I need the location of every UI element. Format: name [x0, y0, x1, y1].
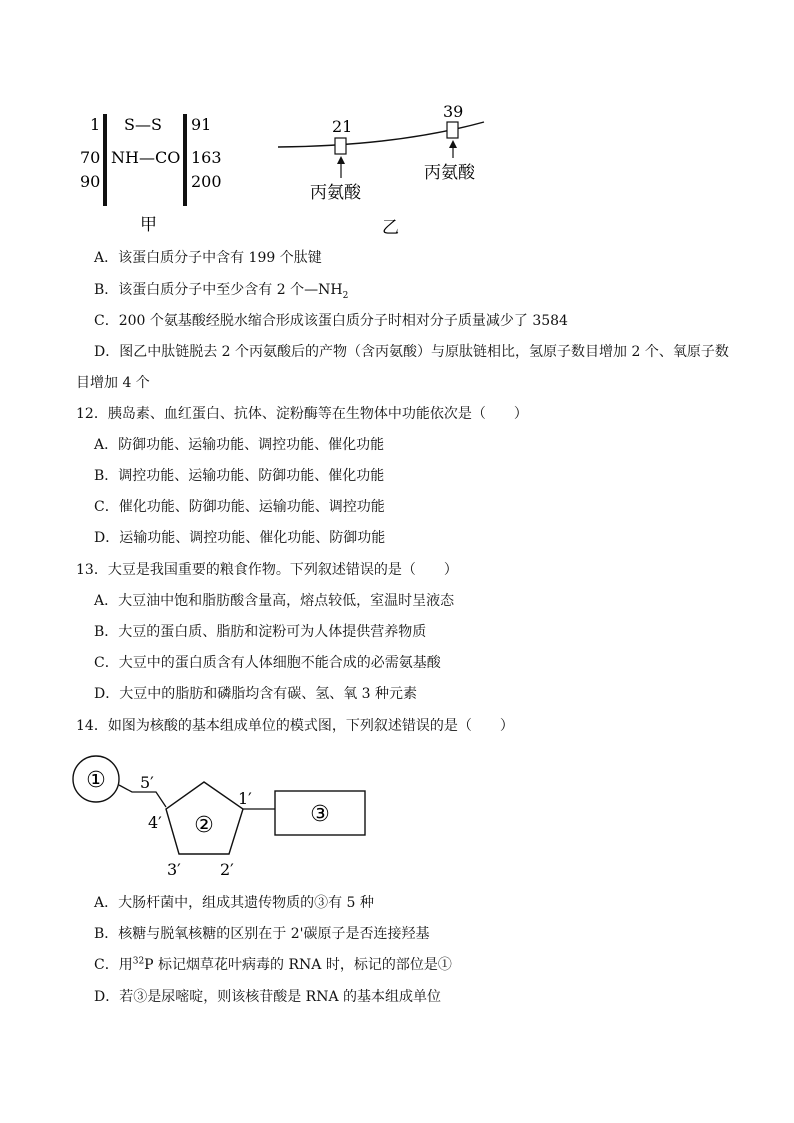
- base-label: ③: [310, 802, 330, 827]
- figure-yi: [276, 100, 496, 238]
- alanine-box-21: [335, 138, 346, 154]
- carbon-4-label: 4′: [148, 813, 162, 832]
- q12-option-c: C．催化功能、防御功能、运输功能、调控功能: [94, 499, 385, 515]
- figure-jia-caption: 甲: [140, 215, 157, 235]
- carbon-2-label: 2′: [220, 860, 234, 879]
- q13-option-c: C．大豆中的蛋白质含有人体细胞不能合成的必需氨基酸: [94, 655, 441, 671]
- q13-option-b: B．大豆的蛋白质、脂肪和淀粉可为人体提供营养物质: [94, 624, 427, 640]
- alanine-label-left: 丙氨酸: [310, 183, 361, 203]
- q12-option-b: B．调控功能、运输功能、防御功能、催化功能: [94, 468, 385, 484]
- q11-option-b: [94, 280, 348, 300]
- q11-option-b-text: B．该蛋白质分子中至少含有 2 个—NH: [94, 282, 343, 298]
- q14-option-c: [94, 955, 452, 975]
- carbon-1-label: 1′: [238, 789, 252, 808]
- pentose-label: ②: [194, 813, 214, 838]
- peptide-bond-crosslink: NH—CO: [111, 148, 181, 167]
- q14-option-a: A．大肠杆菌中，组成其遗传物质的③有 5 种: [94, 895, 374, 911]
- q13-stem: 13．大豆是我国重要的粮食作物。下列叙述错误的是（ ）: [76, 562, 458, 578]
- q13-option-d: D．大豆中的脂肪和磷脂均含有碳、氢、氧 3 种元素: [94, 686, 418, 702]
- residue-70: 70: [80, 148, 101, 167]
- residue-1: 1: [90, 115, 101, 134]
- q14-option-c-prefix: C．用: [94, 957, 133, 973]
- carbon-5-label: 5′: [140, 773, 154, 792]
- nucleotide-diagram: [70, 752, 380, 882]
- figure-jia: [78, 106, 238, 236]
- arrow-head-21: [337, 156, 345, 164]
- q14-option-c-text: P 标记烟草花叶病毒的 RNA 时，标记的部位是①: [144, 957, 452, 973]
- carbon-3-label: 3′: [167, 860, 181, 879]
- disulfide-bond: S—S: [124, 115, 162, 134]
- q12-stem: 12．胰岛素、血红蛋白、抗体、淀粉酶等在生物体中功能依次是（ ）: [76, 406, 528, 422]
- q11-option-d-line1: D．图乙中肽链脱去 2 个丙氨酸后的产物（含丙氨酸）与原肽链相比，氢原子数目增加 2 个、氧原子数: [94, 344, 729, 360]
- alanine-label-right: 丙氨酸: [424, 163, 475, 183]
- q14-option-d: D．若③是尿嘧啶，则该核苷酸是 RNA 的基本组成单位: [94, 989, 442, 1005]
- q11-option-b-subscript: 2: [342, 290, 349, 301]
- q14-stem: 14．如图为核酸的基本组成单位的模式图，下列叙述错误的是（ ）: [76, 718, 514, 734]
- alanine-box-39: [447, 122, 458, 138]
- residue-200: 200: [191, 172, 222, 191]
- q11-option-a: A．该蛋白质分子中含有 199 个肽键: [94, 250, 322, 266]
- residue-39: 39: [443, 102, 464, 121]
- q11-option-c: C．200 个氨基酸经脱水缩合形成该蛋白质分子时相对分子质量减少了 3584: [94, 313, 568, 329]
- residue-163: 163: [191, 148, 222, 167]
- residue-21: 21: [332, 117, 353, 136]
- q12-option-a: A．防御功能、运输功能、调控功能、催化功能: [94, 437, 385, 453]
- q14-option-c-superscript: 32: [132, 956, 145, 967]
- residue-91: 91: [191, 115, 212, 134]
- q13-option-a: A．大豆油中饱和脂肪酸含量高，熔点较低，室温时呈液态: [94, 593, 455, 609]
- arrow-head-39: [449, 140, 457, 148]
- q11-option-d-line2: 目增加 4 个: [76, 375, 150, 391]
- q14-option-b: B．核糖与脱氧核糖的区别在于 2'碳原子是否连接羟基: [94, 926, 430, 942]
- q12-option-d: D．运输功能、调控功能、催化功能、防御功能: [94, 530, 386, 546]
- phosphate-label: ①: [86, 768, 106, 793]
- figure-yi-caption: 乙: [382, 218, 399, 238]
- residue-90: 90: [80, 172, 101, 191]
